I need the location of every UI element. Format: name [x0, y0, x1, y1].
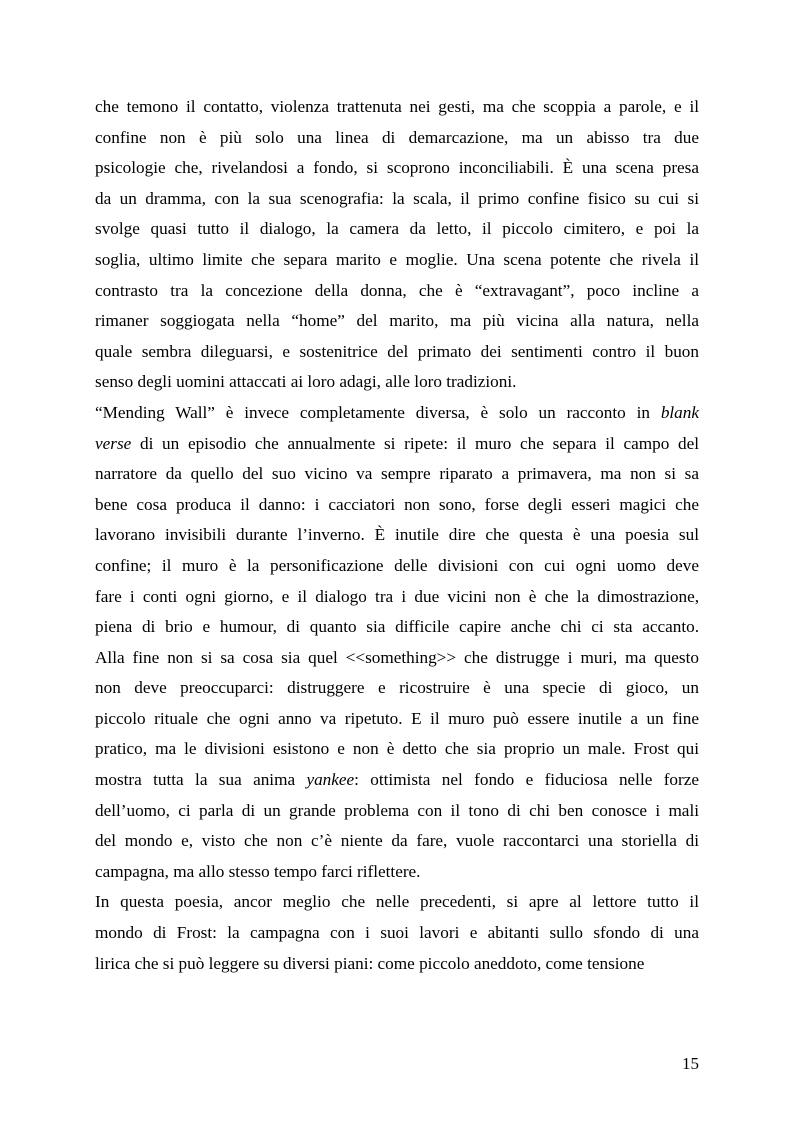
- text-line: psicologie che, rivelandosi a fondo, si scoprono inconciliabili. È una scena presa: [95, 158, 699, 178]
- text-line: piccolo rituale che ogni anno va ripetuto. E il muro può essere inutile a un fine: [95, 708, 699, 728]
- text-line: da un dramma, con la sua scenografia: la scala, il primo confine fisico su cui si: [95, 188, 699, 208]
- paragraph: [95, 887, 699, 979]
- text-line: lirica che si può leggere su diversi piani: come piccolo aneddoto, come tensione: [95, 953, 645, 973]
- text-line: dell’uomo, ci parla di un grande problema con il tono di chi ben conosce i mali: [95, 800, 699, 820]
- text-line: Alla fine non si sa cosa sia quel <<something>> che distrugge i muri, ma questo: [95, 647, 699, 667]
- text-line: mostra tutta la sua anima yankee: ottimista nel fondo e fiduciosa nelle forze: [95, 770, 700, 790]
- page-number: 15: [682, 1054, 699, 1073]
- text-line: quale sembra dileguarsi, e sostenitrice del primato dei sentimenti contro il buon: [95, 341, 699, 361]
- text-line: confine non è più solo una linea di demarcazione, ma un abisso tra due: [95, 127, 699, 147]
- body-text: [95, 92, 699, 979]
- text-line: rimaner soggiogata nella “home” del marito, ma più vicina alla natura, nella: [95, 311, 699, 331]
- text-line: “Mending Wall” è invece completamente diversa, è solo un racconto in blank: [95, 402, 699, 422]
- paragraph: [95, 92, 699, 398]
- text-line: svolge quasi tutto il dialogo, la camera da letto, il piccolo cimitero, e poi la: [95, 219, 699, 239]
- text-line: non deve preoccuparci: distruggere e ricostruire è una specie di gioco, un: [95, 678, 699, 698]
- text-line: pratico, ma le divisioni esistono e non è detto che sia proprio un male. Frost qui: [95, 739, 699, 759]
- text-line: fare i conti ogni giorno, e il dialogo tra i due vicini non è che la dimostrazione,: [95, 586, 699, 606]
- text-line: che temono il contatto, violenza trattenuta nei gesti, ma che scoppia a parole, e il: [95, 97, 699, 116]
- text-line: soglia, ultimo limite che separa marito e moglie. Una scena potente che rivela il: [95, 249, 699, 269]
- text-line: contrasto tra la concezione della donna, che è “extravagant”, poco incline a: [95, 280, 699, 300]
- text-line: piena di brio e humour, di quanto sia difficile capire anche chi ci sta accanto.: [95, 617, 699, 637]
- text-line: verse di un episodio che annualmente si ripete: il muro che separa il campo del: [95, 433, 699, 453]
- text-line: confine; il muro è la personificazione delle divisioni con cui ogni uomo deve: [95, 555, 699, 575]
- text-line: bene cosa produca il danno: i cacciatori non sono, forse degli esseri magici che: [95, 494, 699, 514]
- text-line: campagna, ma allo stesso tempo farci riflettere.: [95, 861, 421, 881]
- text-line: lavorano invisibili durante l’inverno. È inutile dire che questa è una poesia sul: [95, 525, 699, 545]
- text-line: In questa poesia, ancor meglio che nelle precedenti, si apre al lettore tutto il: [95, 892, 699, 912]
- text-line: senso degli uomini attaccati ai loro adagi, alle loro tradizioni.: [95, 372, 517, 392]
- text-line: del mondo e, visto che non c’è niente da fare, vuole raccontarci una storiella di: [95, 831, 699, 851]
- text-line: mondo di Frost: la campagna con i suoi lavori e abitanti sullo sfondo di una: [95, 923, 699, 943]
- paragraph: [95, 398, 699, 888]
- text-line: narratore da quello del suo vicino va sempre riparato a primavera, ma non si sa: [95, 464, 699, 484]
